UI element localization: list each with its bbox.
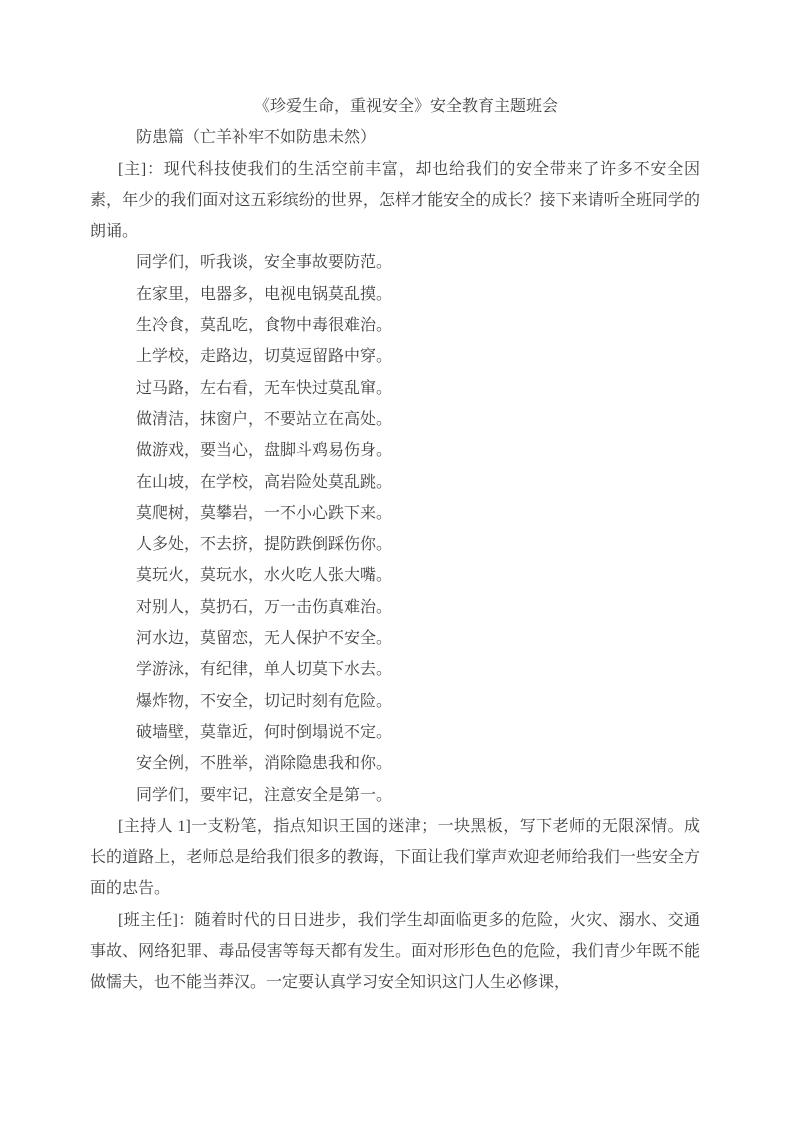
poem-line-3: 生冷食，莫乱吃，食物中毒很难治。 — [136, 317, 393, 335]
poem-line-13: 河水边，莫留恋，无人保护不安全。 — [136, 630, 393, 648]
poem-line-9: 莫爬树，莫攀岩，一不小心跌下来。 — [136, 504, 393, 522]
poem-line-15: 爆炸物，不安全，切记时刻有危险。 — [136, 692, 393, 710]
poem-line-10: 人多处，不去挤，提防跌倒踩伤你。 — [136, 536, 393, 554]
poem-line-2: 在家里，电器多，电视电锅莫乱摸。 — [136, 285, 393, 303]
poem-line-6: 做清洁，抹窗户，不要站立在高处。 — [136, 410, 393, 428]
document-title: 《珍爱生命，重视安全》安全教育主题班会 — [253, 98, 558, 115]
poem-line-7: 做游戏，要当心，盘脚斗鸡易伤身。 — [136, 442, 393, 460]
poem-line-8: 在山坡，在学校，高岩险处莫乱跳。 — [136, 473, 393, 491]
poem-line-11: 莫玩火，莫玩水，水火吃人张大嘴。 — [136, 567, 393, 585]
poem-line-12: 对别人，莫扔石，万一击伤真难治。 — [136, 598, 393, 616]
host1-paragraph: [主持人 1]一支粉笔，指点知识王国的迷津；一块黑板，写下老师的无限深情。成长的道路上，老师总是给我们很多的教诲，下面让我们掌声欢迎老师给我们一些安全方面的忠告。 — [90, 817, 700, 898]
poem-line-18: 同学们，要牢记，注意安全是第一。 — [136, 786, 393, 804]
poem-line-1: 同学们，听我谈，安全事故要防范。 — [136, 254, 393, 272]
poem-line-5: 过马路，左右看，无车快过莫乱窜。 — [136, 379, 393, 397]
host-intro-paragraph: [主]：现代科技使我们的生活空前丰富，却也给我们的安全带来了许多不安全因素，年少的我们面对这五彩缤纷的世界，怎样才能安全的成长？接下来请听全班同学的朗诵。 — [90, 160, 700, 241]
section-heading: 防患篇（亡羊补牢不如防患未然） — [136, 129, 377, 147]
poem-line-16: 破墙壁，莫靠近，何时倒塌说不定。 — [136, 723, 393, 741]
teacher-paragraph: [班主任]：随着时代的日日进步，我们学生却面临更多的危险，火灾、溺水、交通事故、网络犯罪、毒品侵害等每天都有发生。面对形形色色的危险，我们青少年既不能做懦夫，也不能当莽汉。一定要认真学习安全知识这门人生必修课， — [90, 911, 700, 992]
poem-line-17: 安全例，不胜举，消除隐患我和你。 — [136, 755, 393, 773]
poem-line-4: 上学校，走路边，切莫逗留路中穿。 — [136, 348, 393, 366]
poem-line-14: 学游泳，有纪律，单人切莫下水去。 — [136, 661, 393, 679]
